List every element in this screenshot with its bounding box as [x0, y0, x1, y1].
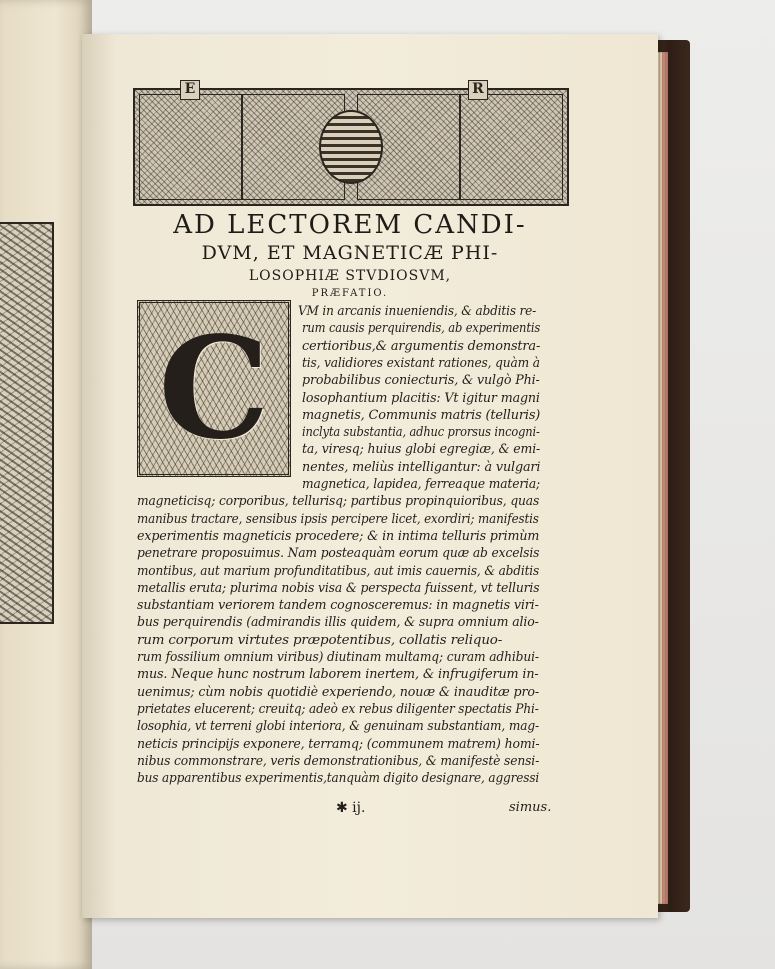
text-line: magnetis, Communis matris (telluris)	[302, 407, 541, 423]
text-line: rum causis perquirendis, ab experimentis	[302, 321, 541, 337]
heading-line-1: AD LECTOREM CANDI-	[173, 210, 527, 240]
text-line: VM in arcanis inueniendis, & abditis re-	[298, 304, 537, 319]
text-line: experimentis magneticis procedere; & in intima telluris primùm	[137, 528, 540, 544]
text-line: ta, viresq; huius globi egregiæ, & emi-	[302, 442, 541, 458]
text-line: magnetica, lapidea, ferreaque materia;	[302, 477, 541, 492]
text-line: penetrare proposuimus. Nam posteaquàm eorum quæ ab excelsis	[137, 546, 540, 562]
text-line: bus perquirendis (admirandis illis quidem, & supra omnium alio-	[137, 615, 539, 631]
text-line: montibus, aut marium profunditatibus, aut imis cauernis, & abditis	[137, 563, 540, 579]
left-woodcut-illustration	[0, 222, 54, 624]
text-line: inclyta substantia, adhuc prorsus incogni-	[302, 425, 540, 441]
text-line: manibus tractare, sensibus ipsis percipere licet, exordiri; manifestis	[137, 511, 539, 527]
text-line: mus. Neque hunc nostrum laborem inertem, & infrugiferum in-	[137, 667, 539, 683]
header-panel-right	[459, 94, 563, 200]
heading-line-2: DVM, ET MAGNETICÆ PHI-	[201, 242, 499, 264]
text-line: uenimus; cùm nobis quotidiè experiendo, nouæ & inauditæ pro-	[137, 684, 539, 700]
header-panel-left	[139, 94, 243, 200]
signature-mark: ✱ ij.	[336, 800, 366, 816]
header-letter-right: R	[468, 80, 488, 100]
heading-line-4: PRÆFATIO.	[311, 288, 389, 299]
woodcut-header-band	[133, 88, 569, 206]
coat-of-arms-crest	[319, 110, 383, 184]
left-facing-page	[0, 0, 92, 969]
text-line: certioribus,& argumentis demonstra-	[302, 338, 541, 354]
text-line: rum corporum virtutes præpotentibus, collatis reliquo-	[137, 632, 503, 648]
text-line: probabilibus coniecturis, & vulgò Phi-	[302, 373, 540, 389]
text-line: prietates elucerent; creuitq; adeò ex rebus diligenter spectatis Phi-	[137, 701, 539, 717]
text-line: magneticisq; corporibus, tellurisq; partibus propinquioribus, quas	[137, 494, 540, 510]
catchword: simus.	[509, 800, 552, 815]
heading-line-3: LOSOPHIÆ STVDIOSVM,	[248, 268, 452, 284]
text-line: neticis principijs exponere, terramq; (communem matrem) homi-	[137, 736, 540, 752]
text-line: substantiam veriorem tandem cognosceremus: in magnetis viri-	[137, 598, 539, 614]
text-line: tis, validiores existant rationes, quàm à	[302, 355, 540, 371]
text-line: metallis eruta; plurima nobis visa & perspecta fuissent, vt telluris	[137, 580, 540, 596]
text-line: nentes, meliùs intelligantur: à vulgari	[302, 459, 541, 475]
header-letter-left: E	[180, 80, 200, 100]
text-line: losophia, vt terreni globi interiora, & genuinam substantiam, mag-	[137, 719, 539, 735]
text-line: bus apparentibus experimentis,tanquàm digito designare, aggressi	[137, 771, 540, 787]
text-line: nibus commonstrare, veris demonstrationibus, & manifestè sensi-	[137, 753, 540, 769]
initial-letter: C	[158, 306, 270, 471]
text-line: rum fossilium omnium viribus) diutinam multamq; curam adhibui-	[137, 650, 539, 665]
decorated-initial	[137, 300, 291, 477]
text-line: losophantium placitis: Vt igitur magni	[302, 390, 540, 406]
